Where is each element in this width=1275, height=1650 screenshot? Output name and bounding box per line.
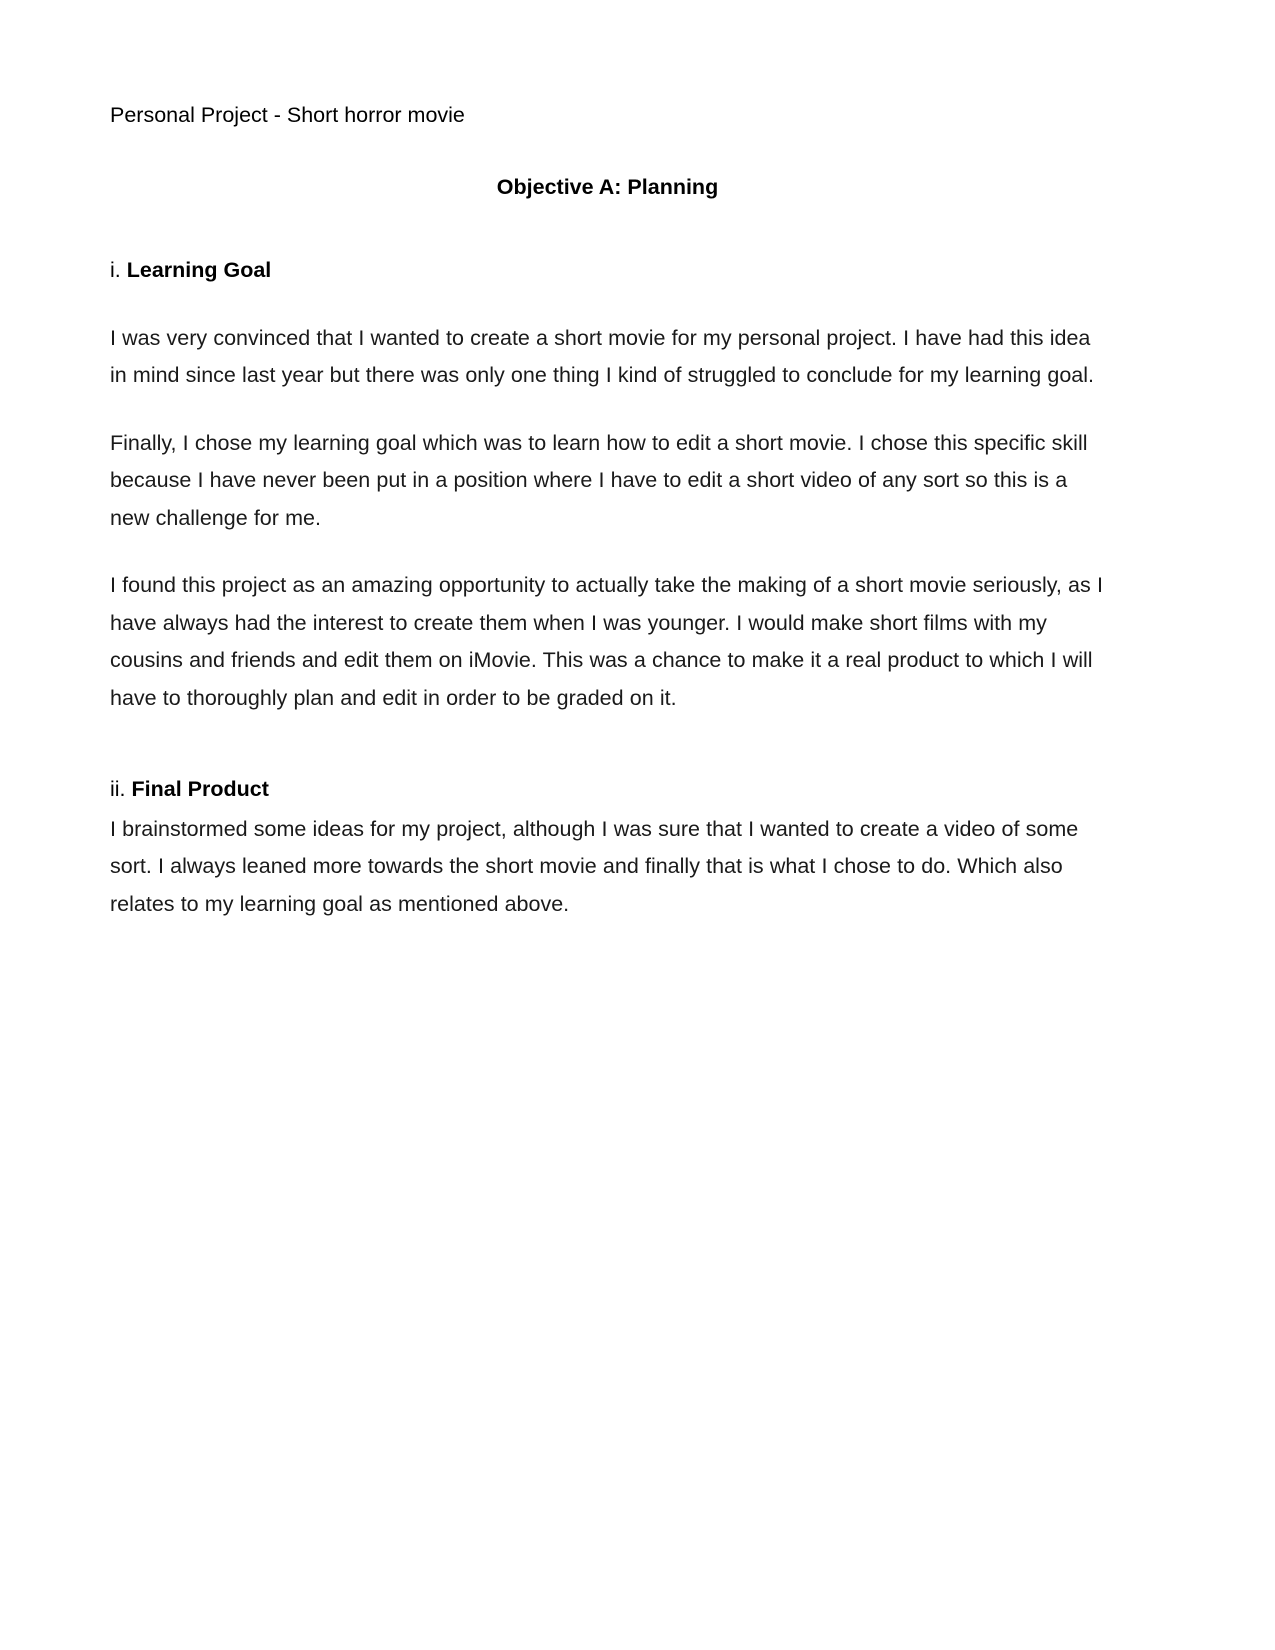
section-title: Final Product bbox=[131, 777, 269, 801]
paragraph: I was very convinced that I wanted to create a short movie for my personal project. I have had this idea in mind since last year but there was only one thing I kind of struggled to conclude for my learning goal. bbox=[110, 325, 1094, 387]
spacer bbox=[110, 127, 1105, 177]
spacer bbox=[110, 717, 1105, 779]
section-numeral: ii. bbox=[110, 777, 126, 801]
document-header: Personal Project - Short horror movie bbox=[110, 103, 465, 127]
section-heading-final-product bbox=[110, 779, 1105, 801]
paragraph: I found this project as an amazing opportunity to actually take the making of a short movie seriously, as I have always had the interest to create them when I was younger. I would make short films with my cousins and friends and edit them on iMovie. This was a chance to make it a real product to which I will have to thoroughly plan and edit in order to be graded on it. bbox=[110, 573, 1103, 710]
spacer bbox=[110, 395, 1105, 425]
paragraph: Finally, I chose my learning goal which was to learn how to edit a short movie. I chose this specific skill because I have never been put in a position where I have to edit a short video of any sort so this is a new challenge for me. bbox=[110, 430, 1088, 530]
document-title: Objective A: Planning bbox=[496, 174, 719, 199]
document-content bbox=[110, 105, 1105, 923]
spacer bbox=[110, 537, 1105, 567]
section-numeral: i. bbox=[110, 258, 121, 282]
section-title: Learning Goal bbox=[126, 258, 272, 282]
spacer bbox=[110, 198, 1105, 260]
spacer bbox=[110, 801, 1105, 811]
paragraph: I brainstormed some ideas for my project, although I was sure that I wanted to create a video of some sort. I always leaned more towards the short movie and finally that is what I chose to do. Which also relates to my learning goal as mentioned above. bbox=[110, 816, 1079, 916]
section-heading-learning-goal bbox=[110, 260, 1105, 282]
spacer bbox=[110, 282, 1105, 320]
